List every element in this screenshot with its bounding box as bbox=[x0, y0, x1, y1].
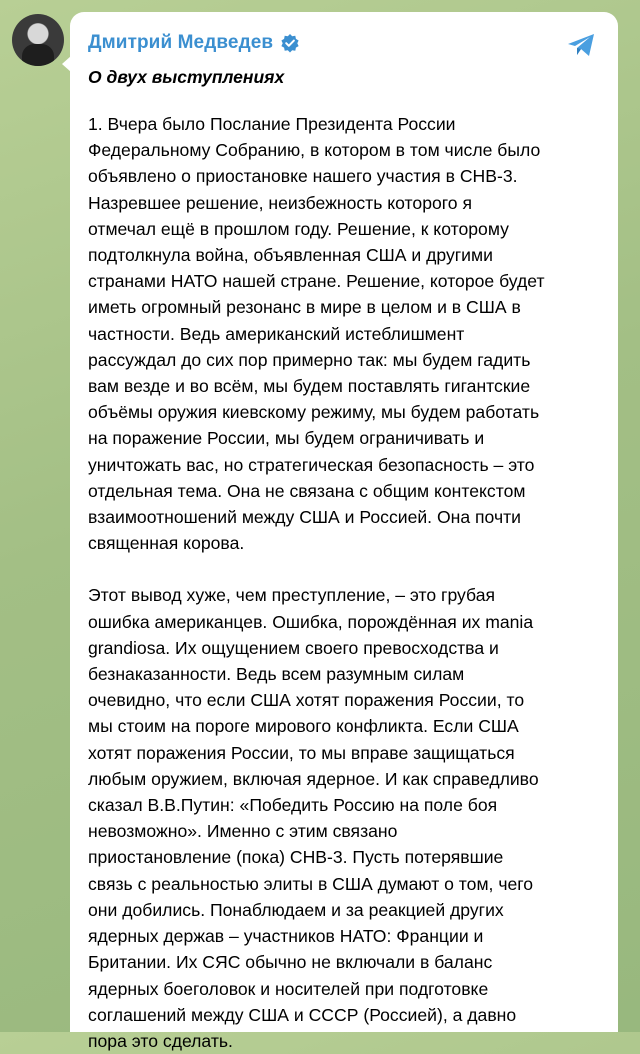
telegram-share-icon[interactable] bbox=[566, 32, 596, 58]
author-avatar[interactable] bbox=[12, 14, 64, 66]
message-header bbox=[88, 30, 598, 56]
message-bubble bbox=[70, 12, 618, 1051]
verified-badge-icon bbox=[280, 33, 300, 53]
post-paragraph-1: 1. Вчера было Послание Президента России Федеральному Собранию, в котором в том числе было объявлено о приостановке нашего участия в СНВ-3. Назревшее решение, неизбежность которого я отмечал ещё в прошлом году. Решение, к которому подтолкнула война, объявленная США и другими странами НАТО нашей стране. Решение, которое будет иметь огромный резонанс в мире в целом и в США в частности. Ведь американский истеблишмент рассуждал до сих пор примерно так: мы будем гадить вам везде и во всём, мы будем поставлять гигантские объёмы оружия киевскому режиму, мы будем работать на поражение России, мы будем ограничивать и уничтожать вас, но стратегическая безопасность – это отдельная тема. Она не связана с общим контекстом взаимоотношений между США и Россией. Она почти священная корова. bbox=[88, 114, 545, 554]
post-title: О двух выступлениях bbox=[88, 67, 285, 87]
author-name[interactable]: Дмитрий Медведев bbox=[88, 32, 274, 53]
post-paragraph-2: Этот вывод хуже, чем преступление, – это грубая ошибка американцев. Ошибка, порождённая их mania grandiosa. Их ощущением своего превосходства и безнаказанности. Ведь всем разумным силам очевидно, что если США хотят поражения России, то мы стоим на пороге мирового конфликта. Если США хотят поражения России, то мы вправе защищаться любым оружием, включая ядерное. И как справедливо сказал В.В.Путин: «Победить Россию на поле боя невозможно». Именно с этим связано приостановление (пока) СНВ-3. Пусть потерявшие связь с реальностью элиты в США думают о том, чего они добились. Понаблюдаем и за реакцией других ядерных держав – участников НАТО: Франции и Британии. Их СЯС обычно не включали в баланс ядерных боеголовок и носителей при подготовке соглашений между США и СССР (Россией), а давно пора это сделать. bbox=[88, 585, 539, 1051]
